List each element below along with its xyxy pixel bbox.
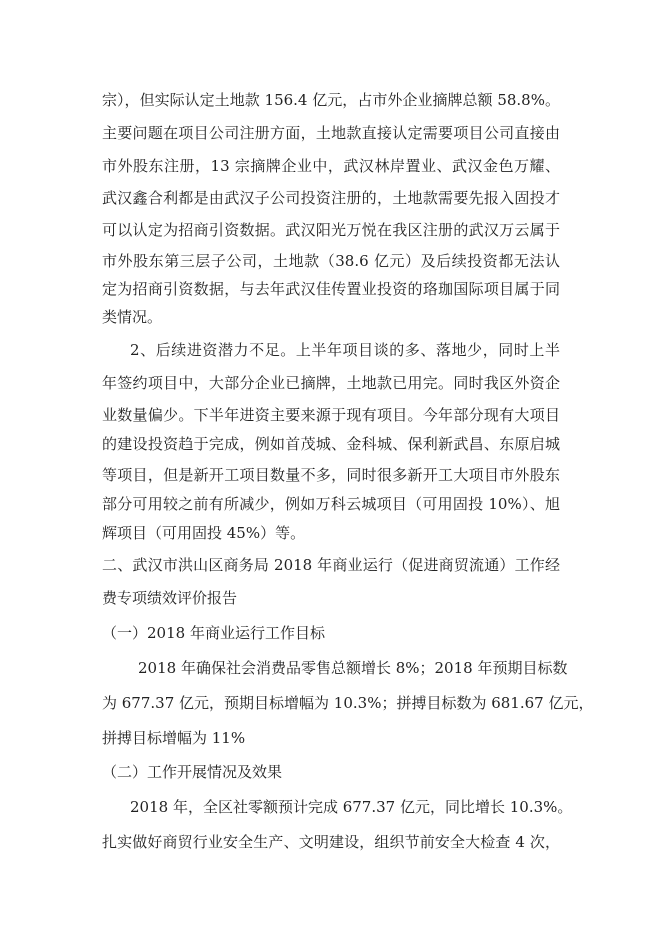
paragraph-line: 部分可用较之前有所减少，例如万科云城项目（可用固投 10%）、旭 bbox=[102, 495, 560, 513]
paragraph-line: 主要问题在项目公司注册方面，土地款直接认定需要项目公司直接由 bbox=[102, 124, 560, 142]
paragraph-line: 业数量偏少。下半年进资主要来源于现有项目。今年部分现有大项目 bbox=[102, 406, 560, 424]
section-heading: 费专项绩效评价报告 bbox=[102, 589, 238, 607]
paragraph-line: 等项目，但是新开工项目数量不多，同时很多新开工大项目市外股东 bbox=[102, 466, 560, 484]
paragraph-line: 辉项目（可用固投 45%）等。 bbox=[102, 524, 306, 542]
paragraph-line: 2、后续进资潜力不足。上半年项目谈的多、落地少，同时上半 bbox=[130, 341, 560, 359]
paragraph-line: 年签约项目中，大部分企业已摘牌，土地款已用完。同时我区外资企 bbox=[102, 374, 560, 392]
paragraph-line: 市外股东注册，13 宗摘牌企业中，武汉林岸置业、武汉金色万耀、 bbox=[102, 157, 560, 175]
paragraph-line: 扎实做好商贸行业安全生产、文明建设，组织节前安全大检查 4 次， bbox=[102, 833, 560, 851]
paragraph-line: 武汉鑫合利都是由武汉子公司投资注册的，土地款需要先报入固投才 bbox=[102, 189, 560, 207]
paragraph-line: 宗），但实际认定土地款 156.4 亿元，占市外企业摘牌总额 58.8%。 bbox=[102, 91, 560, 109]
subsection-heading: （一）2018 年商业运行工作目标 bbox=[102, 624, 325, 642]
paragraph-line: 的建设投资趋于完成，例如首茂城、金科城、保利新武昌、东原启城 bbox=[102, 435, 560, 453]
paragraph-line: 可以认定为招商引资数据。武汉阳光万悦在我区注册的武汉万云属于 bbox=[102, 221, 560, 239]
paragraph-line: 为 677.37 亿元，预期目标增幅为 10.3%；拼搏目标数为 681.67 亿元， bbox=[102, 694, 594, 712]
paragraph-line: 2018 年，全区社零额预计完成 677.37 亿元，同比增长 10.3%。 bbox=[130, 798, 573, 816]
paragraph-line: 2018 年确保社会消费品零售总额增长 8%；2018 年预期目标数 bbox=[138, 659, 568, 677]
section-heading: 二、武汉市洪山区商务局 2018 年商业运行（促进商贸流通）工作经 bbox=[102, 556, 560, 574]
paragraph-line: 拼搏目标增幅为 11% bbox=[102, 729, 246, 747]
paragraph-line: 市外股东第三层子公司，土地款（38.6 亿元）及后续投资都无法认 bbox=[102, 252, 560, 270]
paragraph-line: 类情况。 bbox=[102, 308, 163, 326]
subsection-heading: （二）工作开展情况及效果 bbox=[102, 763, 283, 781]
paragraph-line: 定为招商引资数据，与去年武汉佳传置业投资的珞珈国际项目属于同 bbox=[102, 280, 560, 298]
